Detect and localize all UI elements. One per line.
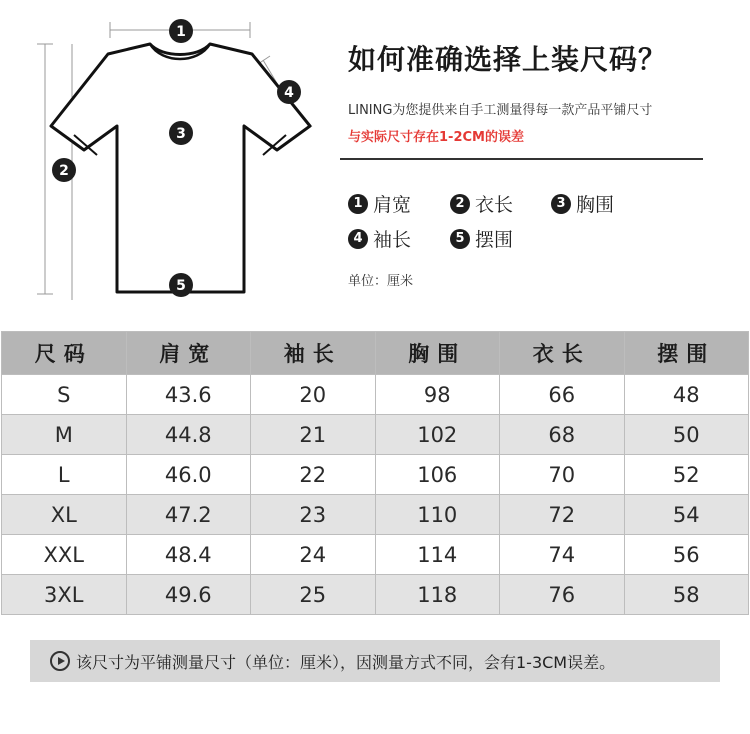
column-header-hem: 摆围 [624,332,749,375]
table-cell: 48 [624,375,749,415]
svg-text:1: 1 [176,24,186,40]
number-badge: 5 [450,229,470,249]
tshirt-outline [51,44,310,292]
table-cell: 56 [624,535,749,575]
table-cell: XL [2,495,127,535]
legend-label: 衣长 [475,194,514,216]
column-header-length: 衣长 [500,332,625,375]
column-header-sleeve: 袖长 [251,332,376,375]
marker-4 [277,80,301,104]
table-cell: 23 [251,495,376,535]
table-cell: 98 [375,375,500,415]
table-cell: 68 [500,415,625,455]
table-row [2,415,749,455]
unit-label: 单位：厘米 [348,274,414,289]
legend-item-shoulder [348,190,411,217]
marker-1 [169,19,193,43]
legend-label: 胸围 [576,194,615,216]
play-icon [50,651,70,671]
number-badge: 3 [551,194,571,214]
table-cell: M [2,415,127,455]
legend-label: 袖长 [373,229,412,251]
table-cell: S [2,375,127,415]
table-cell: 114 [375,535,500,575]
number-badge: 4 [348,229,368,249]
table-row [2,455,749,495]
note-bar [30,640,720,682]
table-row [2,495,749,535]
svg-text:2: 2 [59,163,69,179]
legend-item-chest [551,190,614,217]
table-cell: XXL [2,535,127,575]
table-cell: 44.8 [126,415,251,455]
table-cell: 72 [500,495,625,535]
svg-text:3: 3 [176,126,186,142]
tshirt-diagram [0,0,330,310]
page-title: 如何准确选择上装尺码？ [348,43,668,76]
table-cell: 66 [500,375,625,415]
marker-3 [169,121,193,145]
table-cell: 24 [251,535,376,575]
legend-label: 肩宽 [373,194,412,216]
column-header-chest: 胸围 [375,332,500,375]
table-cell: 21 [251,415,376,455]
warning-text: 与实际尺寸存在1-2CM的误差 [348,130,524,145]
table-cell: 70 [500,455,625,495]
table-cell: 46.0 [126,455,251,495]
table-cell: 102 [375,415,500,455]
legend-item-sleeve [348,225,411,252]
table-row [2,575,749,615]
table-cell: 43.6 [126,375,251,415]
marker-5 [169,273,193,297]
column-header-size: 尺码 [2,332,127,375]
description-text: LINING为您提供来自手工测量得每一款产品平铺尺寸 [348,103,653,118]
divider [340,158,703,160]
size-table [1,331,749,615]
table-cell: 25 [251,575,376,615]
svg-text:5: 5 [176,278,186,294]
table-cell: 22 [251,455,376,495]
table-cell: L [2,455,127,495]
note-text: 该尺寸为平铺测量尺寸（单位：厘米），因测量方式不同，会有1-3CM误差。 [76,652,616,672]
table-cell: 106 [375,455,500,495]
table-cell: 20 [251,375,376,415]
table-row [2,375,749,415]
legend-item-length [450,190,513,217]
table-cell: 58 [624,575,749,615]
table-cell: 47.2 [126,495,251,535]
column-header-shoulder: 肩宽 [126,332,251,375]
table-cell: 54 [624,495,749,535]
table-cell: 110 [375,495,500,535]
marker-2 [52,158,76,182]
table-cell: 50 [624,415,749,455]
number-badge: 2 [450,194,470,214]
table-row [2,535,749,575]
legend-item-hem [450,225,513,252]
table-cell: 48.4 [126,535,251,575]
table-cell: 52 [624,455,749,495]
table-header-row [2,332,749,375]
table-cell: 76 [500,575,625,615]
table-cell: 49.6 [126,575,251,615]
svg-text:4: 4 [284,85,294,101]
table-cell: 74 [500,535,625,575]
legend-label: 摆围 [475,229,514,251]
number-badge: 1 [348,194,368,214]
table-cell: 118 [375,575,500,615]
table-cell: 3XL [2,575,127,615]
